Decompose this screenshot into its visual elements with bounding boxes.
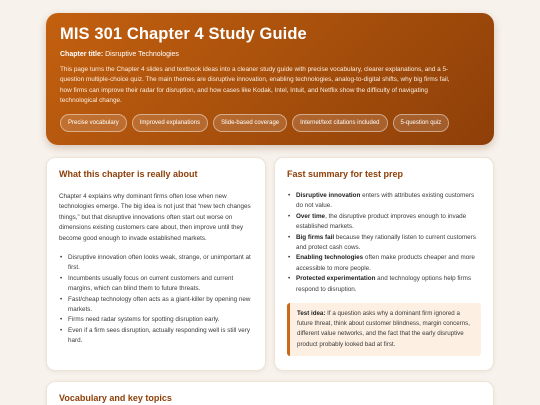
summary-card bbox=[274, 157, 494, 371]
pill-quiz: 5-question quiz bbox=[393, 114, 450, 132]
about-heading: What this chapter is really about bbox=[59, 169, 198, 179]
list-item: • Disruptive innovation often looks weak, strange, or unimportant at first. bbox=[59, 253, 253, 274]
subtitle-value: Disruptive Technologies bbox=[105, 51, 179, 58]
chapter-subtitle bbox=[60, 51, 480, 58]
list-item: • Fast/cheap technology often acts as a giant-killer by opening new markets. bbox=[59, 295, 253, 316]
hero-banner bbox=[46, 13, 494, 145]
list-item: • Incumbents usually focus on current customers and current margins, which can blind them to future threats. bbox=[59, 274, 253, 295]
list-item bbox=[287, 274, 481, 295]
list-item: • Even if a firm sees disruption, actually responding well is still very hard. bbox=[59, 326, 253, 347]
vocab-card bbox=[46, 381, 494, 405]
term-definition: because they rationally listen to current customers and protect cash cows. bbox=[296, 233, 476, 252]
list-item bbox=[287, 233, 481, 254]
list-item bbox=[287, 253, 481, 274]
pill-slides: Slide-based coverage bbox=[213, 114, 287, 132]
list-item bbox=[287, 212, 481, 233]
about-list bbox=[59, 253, 253, 347]
term-definition: , the disruptive product improves enough to invade established markets. bbox=[296, 212, 467, 231]
pill-citations: Internet/text citations included bbox=[292, 114, 387, 132]
tip-text: If a question asks why a dominant firm ignored a future threat, think about customer blindness, margin concerns, different value networks, and the fact that the early disruptive product probably looked bad at first. bbox=[297, 310, 470, 348]
summary-heading: Fast summary for test prep bbox=[287, 169, 404, 179]
term: Disruptive innovation bbox=[296, 192, 361, 199]
tip-label: Test idea: bbox=[297, 310, 326, 318]
pill-explanations: Improved explanations bbox=[132, 114, 208, 132]
list-item bbox=[287, 191, 481, 212]
term-definition: often make products cheaper and more accessible to more people. bbox=[296, 254, 475, 272]
vocab-heading: Vocabulary and key topics bbox=[59, 393, 172, 403]
term: Enabling technologies bbox=[296, 254, 364, 262]
pill-vocabulary: Precise vocabulary bbox=[60, 114, 127, 132]
about-card bbox=[46, 157, 266, 371]
subtitle-label: Chapter title: bbox=[60, 51, 104, 58]
feature-pills bbox=[60, 114, 449, 132]
term-definition: and technology options help firms respond to disruption. bbox=[296, 275, 471, 293]
term: Over time bbox=[296, 212, 326, 220]
term: Protected experimentation bbox=[296, 275, 376, 283]
term: Big firms fail bbox=[296, 233, 335, 241]
about-paragraph: Chapter 4 explains why dominant firms often lose when new technologies emerge. The big idea is not just that “new tech changes things,” but that disruptive innovations often start out worse on dimensions existing customers care about, then improve until they become good enough to invade established markets. bbox=[59, 193, 251, 242]
hero-description: This page turns the Chapter 4 slides and textbook ideas into a cleaner study guide with precise vocabulary, clearer explanations, and a 5-question multiple-choice quiz. The main themes are disruptive innovation, enabling technologies, analog-to-digital shifts, why big firms fail, how firms can improve their radar for disruption, and how cases like Kodak, Intel, Intuit, and Netflix show the difficulty of navigating technological change. bbox=[60, 66, 450, 105]
list-item: • Firms need radar systems for spotting disruption early. bbox=[59, 315, 253, 325]
term-definition: enters with attributes existing customers do not value. bbox=[296, 192, 475, 210]
summary-list bbox=[287, 191, 481, 295]
test-tip-callout bbox=[287, 303, 481, 356]
page-title: MIS 301 Chapter 4 Study Guide bbox=[60, 25, 307, 43]
